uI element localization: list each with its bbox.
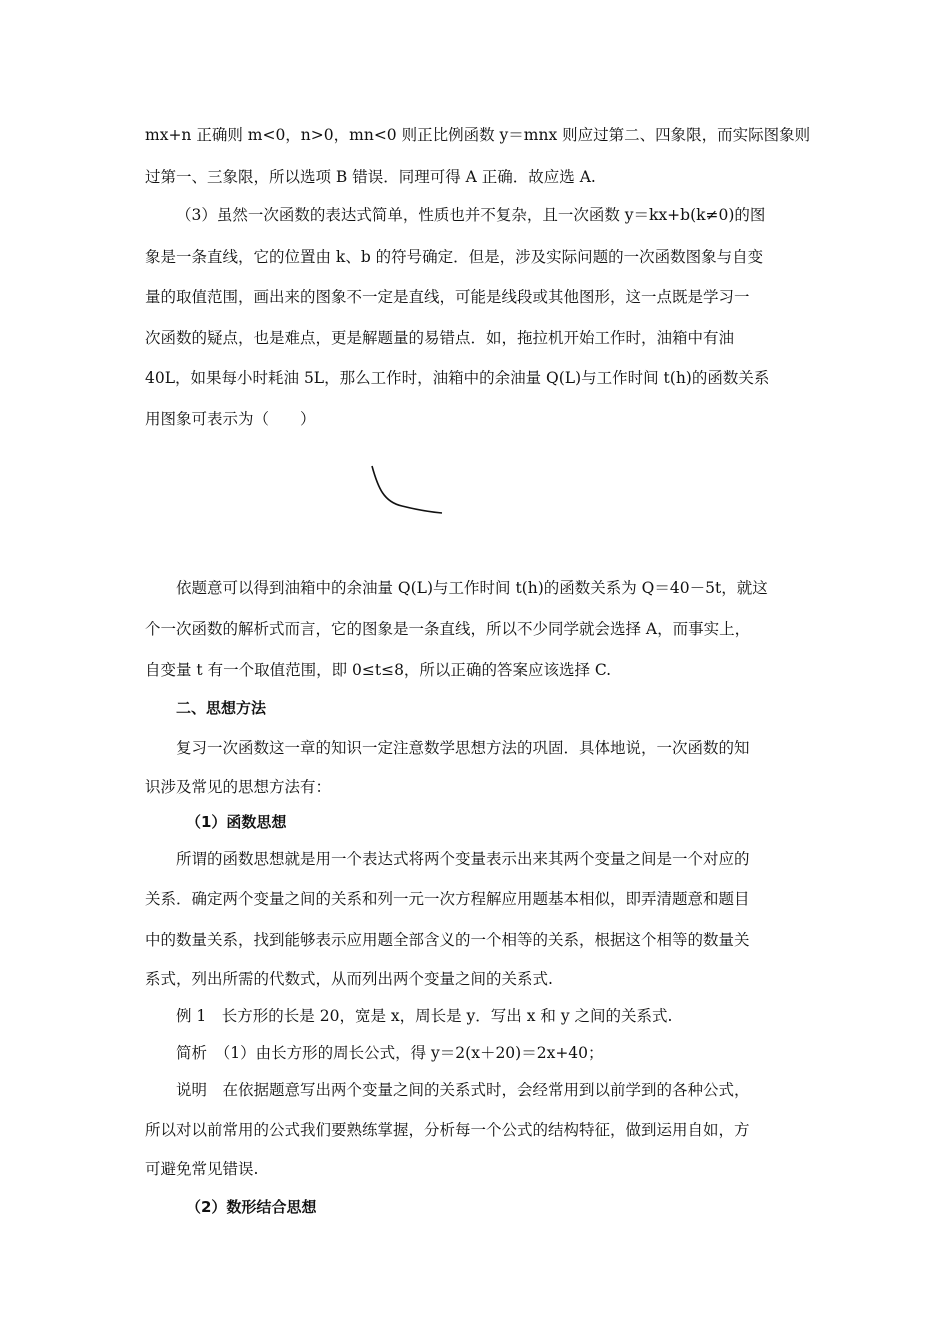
text-line: 自变量 t 有一个取值范围，即 0≤t≤8，所以正确的答案应该选择 C. bbox=[145, 661, 612, 679]
text-line: 系式，列出所需的代数式，从而列出两个变量之间的关系式. bbox=[145, 970, 553, 988]
text-line: 40L，如果每小时耗油 5L，那么工作时，油箱中的余油量 Q(L)与工作时间 t(h)的函数关系 bbox=[145, 369, 770, 387]
text-line: 可避免常见错误. bbox=[145, 1160, 259, 1178]
subsection-heading: （2）数形结合思想 bbox=[186, 1198, 317, 1216]
text-line: 个一次函数的解析式而言，它的图象是一条直线，所以不少同学就会选择 A，而事实上， bbox=[145, 620, 751, 638]
text-line: （3）虽然一次函数的表达式简单，性质也并不复杂，且一次函数 y＝kx+b(k≠0)的图 bbox=[176, 206, 766, 224]
text-line: 用图象可表示为（ ） bbox=[145, 410, 316, 428]
text-line: 识涉及常见的思想方法有： bbox=[145, 778, 332, 796]
curve-line bbox=[372, 466, 442, 513]
text-line: mx+n 正确则 m<0，n>0，mn<0 则正比例函数 y＝mnx 则应过第二、四象限，而实际图象则 bbox=[145, 126, 811, 144]
note-line: 说明 在依据题意写出两个变量之间的关系式时，会经常用到以前学到的各种公式， bbox=[176, 1081, 750, 1099]
text-line: 依题意可以得到油箱中的余油量 Q(L)与工作时间 t(h)的函数关系为 Q＝40－5t，就这 bbox=[176, 579, 768, 597]
text-line: 过第一、三象限，所以选项 B 错误．同理可得 A 正确．故应选 A. bbox=[145, 168, 596, 186]
text-line: 所谓的函数思想就是用一个表达式将两个变量表示出来其两个变量之间是一个对应的 bbox=[176, 850, 750, 868]
text-line: 关系．确定两个变量之间的关系和列一元一次方程解应用题基本相似，即弄清题意和题目 bbox=[145, 890, 750, 908]
example-line: 例 1 长方形的长是 20，宽是 x，周长是 y．写出 x 和 y 之间的关系式. bbox=[176, 1007, 673, 1025]
text-line: 象是一条直线，它的位置由 k、b 的符号确定．但是，涉及实际问题的一次函数图象与自变 bbox=[145, 248, 764, 266]
text-line: 复习一次函数这一章的知识一定注意数学思想方法的巩固．具体地说，一次函数的知 bbox=[176, 739, 750, 757]
curve-figure bbox=[360, 462, 450, 518]
text-line: 所以对以前常用的公式我们要熟练掌握，分析每一个公式的结构特征，做到运用自如，方 bbox=[145, 1121, 750, 1139]
text-line: 量的取值范围，画出来的图象不一定是直线，可能是线段或其他图形，这一点既是学习一 bbox=[145, 288, 750, 306]
text-line: 次函数的疑点，也是难点，更是解题量的易错点．如，拖拉机开始工作时，油箱中有油 bbox=[145, 329, 735, 347]
subsection-heading: （1）函数思想 bbox=[186, 813, 287, 831]
section-heading: 二、思想方法 bbox=[176, 699, 267, 717]
text-line: 中的数量关系，找到能够表示应用题全部含义的一个相等的关系，根据这个相等的数量关 bbox=[145, 931, 750, 949]
analysis-line: 简析 （1）由长方形的周长公式，得 y＝2(x＋20)＝2x+40； bbox=[176, 1044, 604, 1062]
